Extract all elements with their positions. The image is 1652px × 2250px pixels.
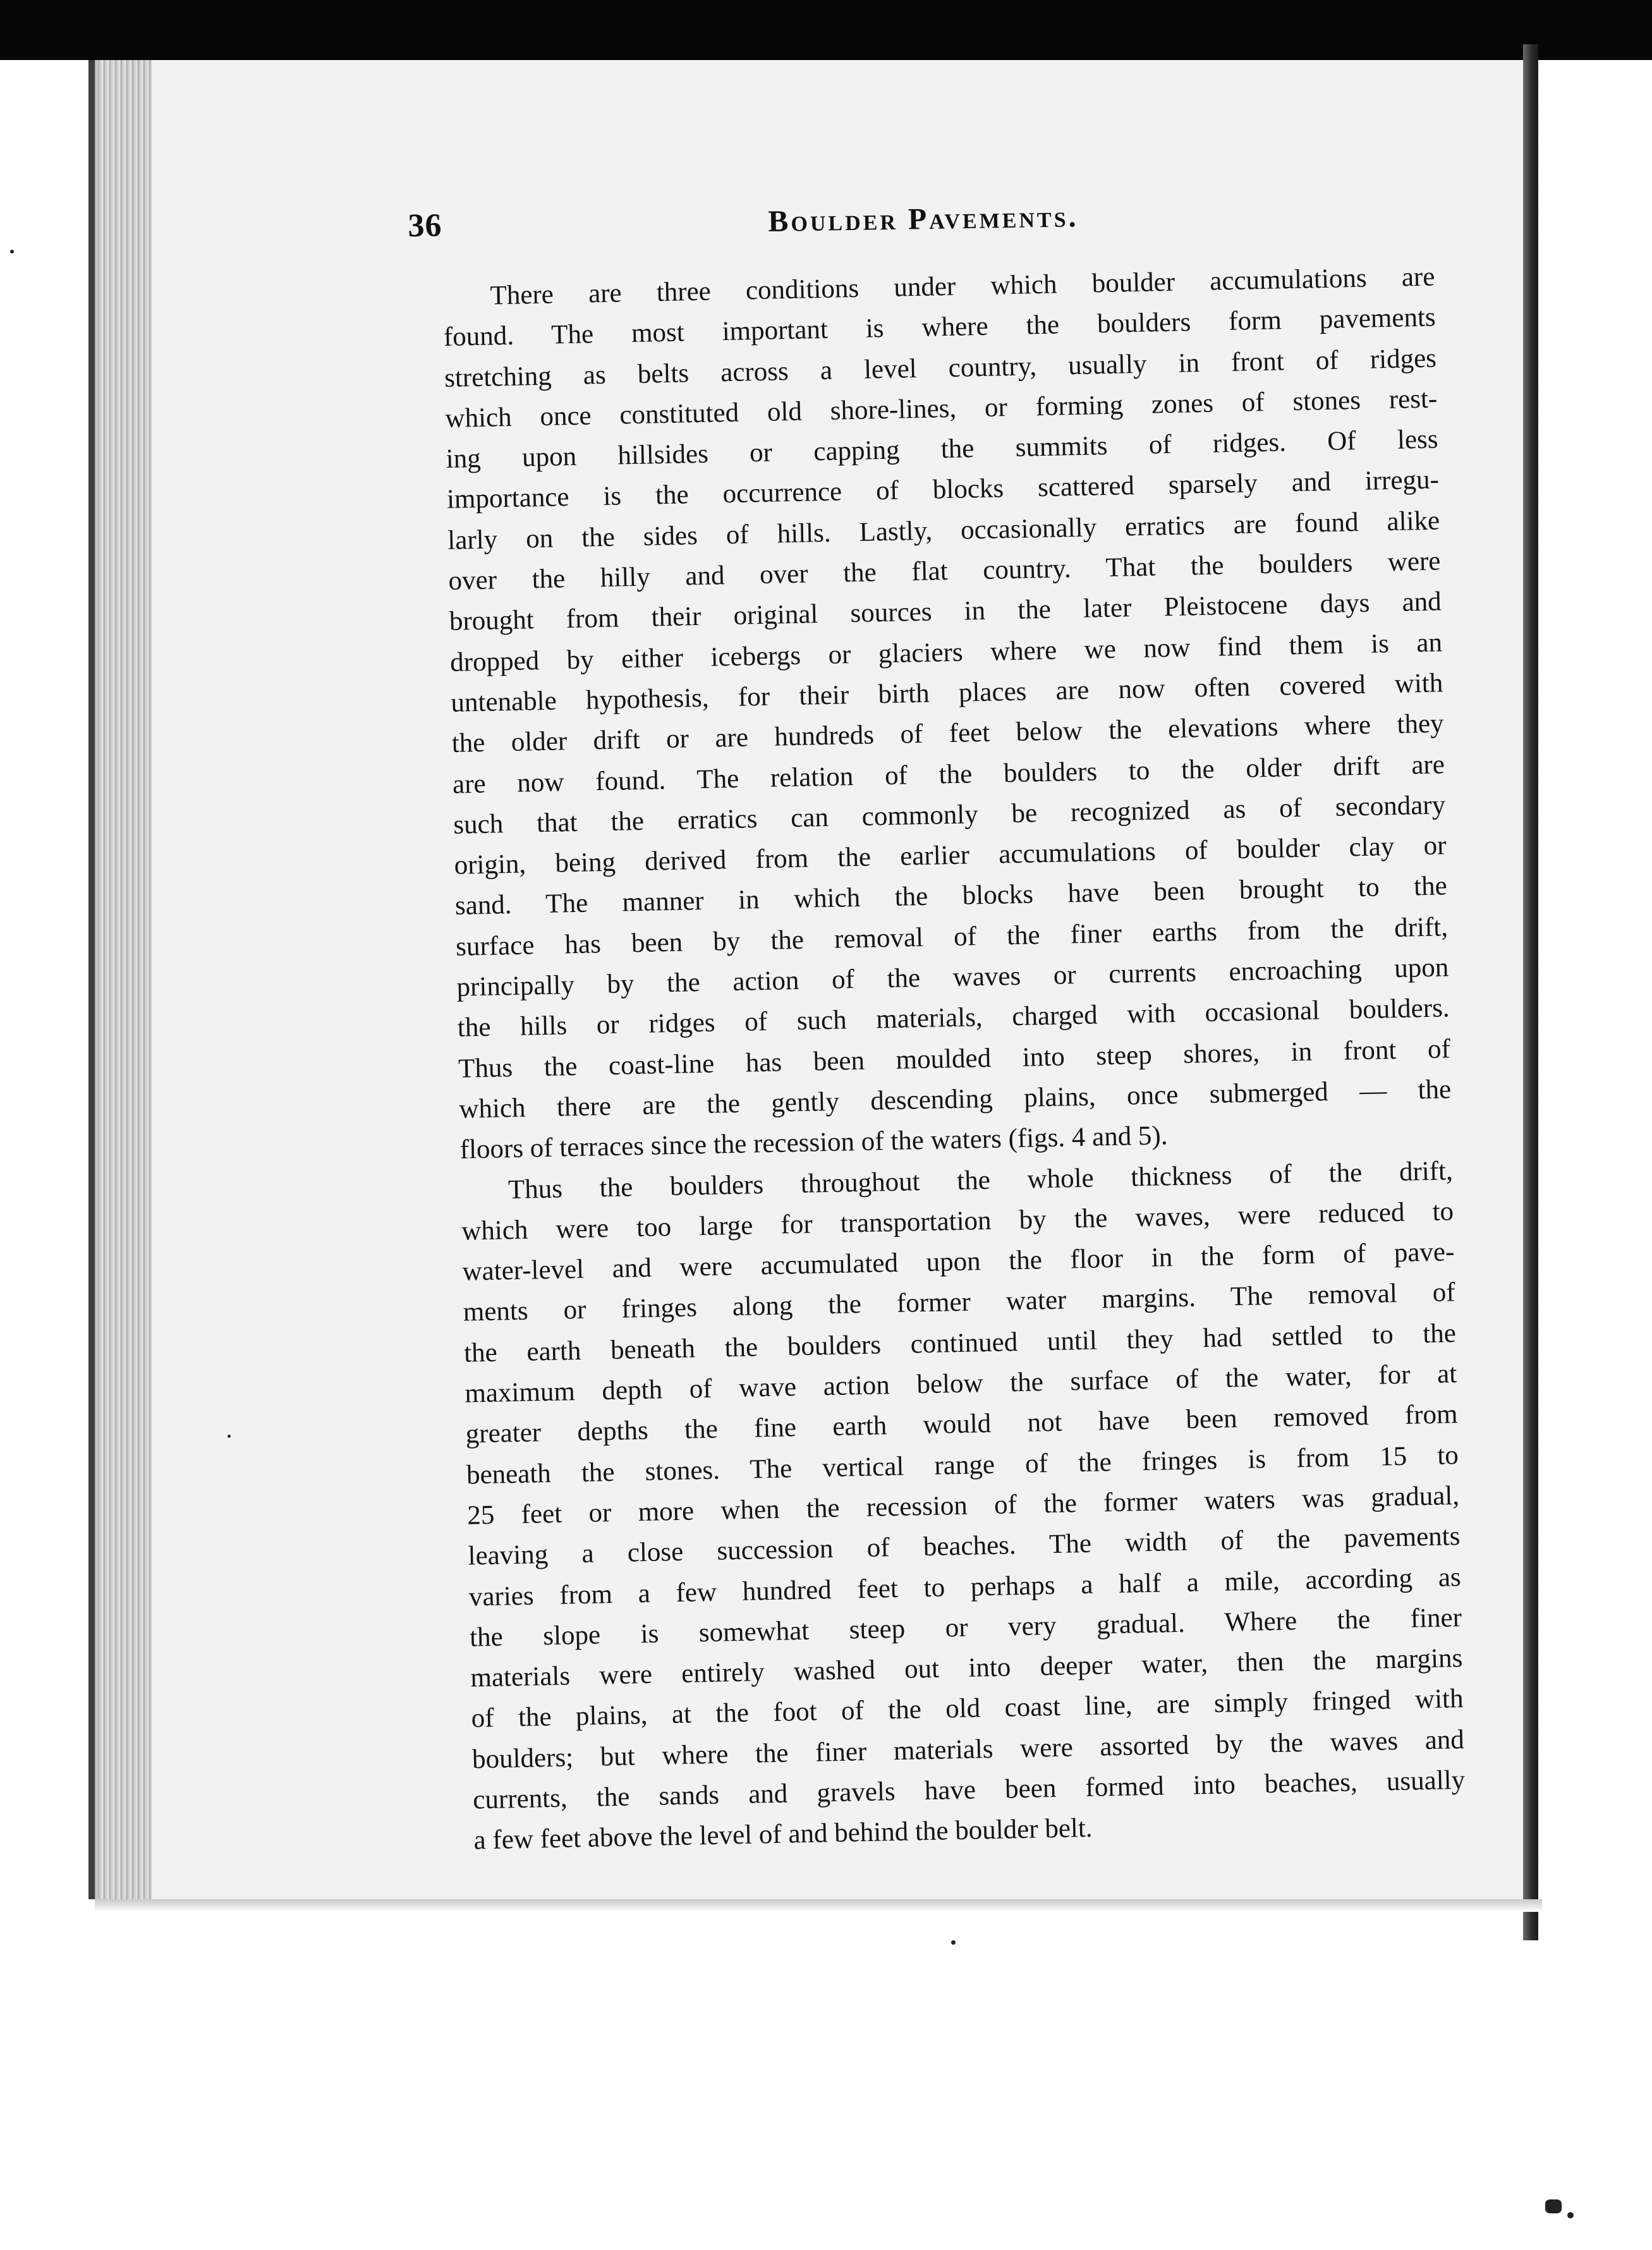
text-line: the older drift or are hundreds of feet below the elevations where they	[451, 708, 1444, 759]
text-line: currents, the sands and gravels have been formed into beaches, usually	[472, 1765, 1466, 1815]
scan-speck	[1567, 2212, 1574, 2218]
text-line: which were too large for transportation by the waves, were reduced to	[461, 1196, 1454, 1246]
scan-speck	[951, 1940, 956, 1945]
paragraph-1	[442, 257, 1452, 1171]
page-bottom-shadow	[95, 1899, 1542, 1912]
page-number: 36	[408, 207, 442, 244]
text-line: Thus the boulders throughout the whole thickness of the drift,	[507, 1155, 1454, 1205]
text-line: stretching as belts across a level country, usually in front of ridges	[444, 343, 1437, 393]
text-line: maximum depth of wave action below the surface of the water, for at	[465, 1359, 1457, 1409]
text-line: materials were entirely washed out into deeper water, then the margins	[470, 1643, 1463, 1693]
text-line: a few feet above the level of and behind the boulder belt.	[473, 1813, 1093, 1856]
text-line: leaving a close succession of beaches. The width of the pavements	[468, 1521, 1461, 1571]
scan-speck	[10, 250, 14, 253]
text-line: floors of terraces since the recession of the waters (figs. 4 and 5).	[459, 1121, 1168, 1165]
text-line: greater depths the fine earth would not have been removed from	[465, 1399, 1458, 1449]
text-line: importance is the occurrence of blocks scattered sparsely and irregu-	[446, 465, 1440, 515]
text-line: untenable hypothesis, for their birth places are now often covered with	[451, 668, 1443, 718]
text-line: boulders; but where the finer materials were assorted by the waves and	[471, 1724, 1465, 1775]
text-line: There are three conditions under which boulder accumulations are	[490, 262, 1435, 311]
paragraph-2	[460, 1151, 1466, 1861]
text-line: which once constituted old shore-lines, or forming zones of stones rest-	[445, 384, 1438, 434]
body-text	[442, 257, 1466, 1861]
facing-page-edge	[1523, 44, 1538, 1940]
text-line: beneath the stones. The vertical range of the fringes is from 15 to	[466, 1440, 1459, 1490]
text-line: larly on the sides of hills. Lastly, occasionally erratics are found alike	[447, 506, 1440, 556]
text-line: origin, being derived from the earlier accumulations of boulder clay or	[454, 830, 1447, 880]
text-line: dropped by either icebergs or glaciers where we now find them is an	[449, 628, 1443, 678]
text-line: brought from their original sources in the later Pleistocene days and	[449, 587, 1442, 637]
text-line: ing upon hillsides or capping the summits of ridges. Of less	[446, 424, 1438, 475]
text-line: such that the erratics can commonly be recognized as of secondary	[452, 790, 1446, 840]
text-line: the earth beneath the boulders continued until they had settled to the	[463, 1318, 1457, 1368]
text-line: over the hilly and over the flat country. That the boulders were	[448, 546, 1441, 596]
scan-speck	[228, 1435, 231, 1438]
scan-right-margin	[1542, 60, 1652, 2250]
text-line: ments or fringes along the former water margins. The removal of	[463, 1277, 1456, 1328]
text-line: found. The most important is where the boulders form pavements	[443, 302, 1436, 353]
text-line: varies from a few hundred feet to perhaps a half a mile, according as	[468, 1562, 1462, 1612]
text-line: of the plains, at the foot of the old coast line, are simply fringed with	[471, 1684, 1464, 1734]
text-line: the slope is somewhat steep or very gradual. Where the finer	[469, 1602, 1462, 1653]
text-line: principally by the action of the waves or currents encroaching upon	[456, 952, 1449, 1002]
scan-speck	[1545, 2199, 1562, 2213]
text-line: 25 feet or more when the recession of the former waters was gradual,	[466, 1481, 1460, 1531]
text-line: sand. The manner in which the blocks have been brought to the	[454, 871, 1448, 921]
text-line: Thus the coast-line has been moulded into steep shores, in front of	[458, 1033, 1451, 1084]
text-line: the hills or ridges of such materials, charged with occasional boulders.	[457, 993, 1450, 1043]
text-line: water-level and were accumulated upon the floor in the form of pave-	[462, 1237, 1455, 1287]
page-stack-edges	[95, 60, 152, 1899]
text-line: surface has been by the removal of the finer earths from the drift,	[455, 912, 1449, 962]
text-line: are now found. The relation of the boulders to the older drift are	[452, 749, 1445, 800]
running-title: Boulder Pavements.	[768, 200, 1079, 239]
text-line: which there are the gently descending plains, once submerged — the	[458, 1074, 1452, 1124]
scan-top-border	[0, 0, 1652, 60]
